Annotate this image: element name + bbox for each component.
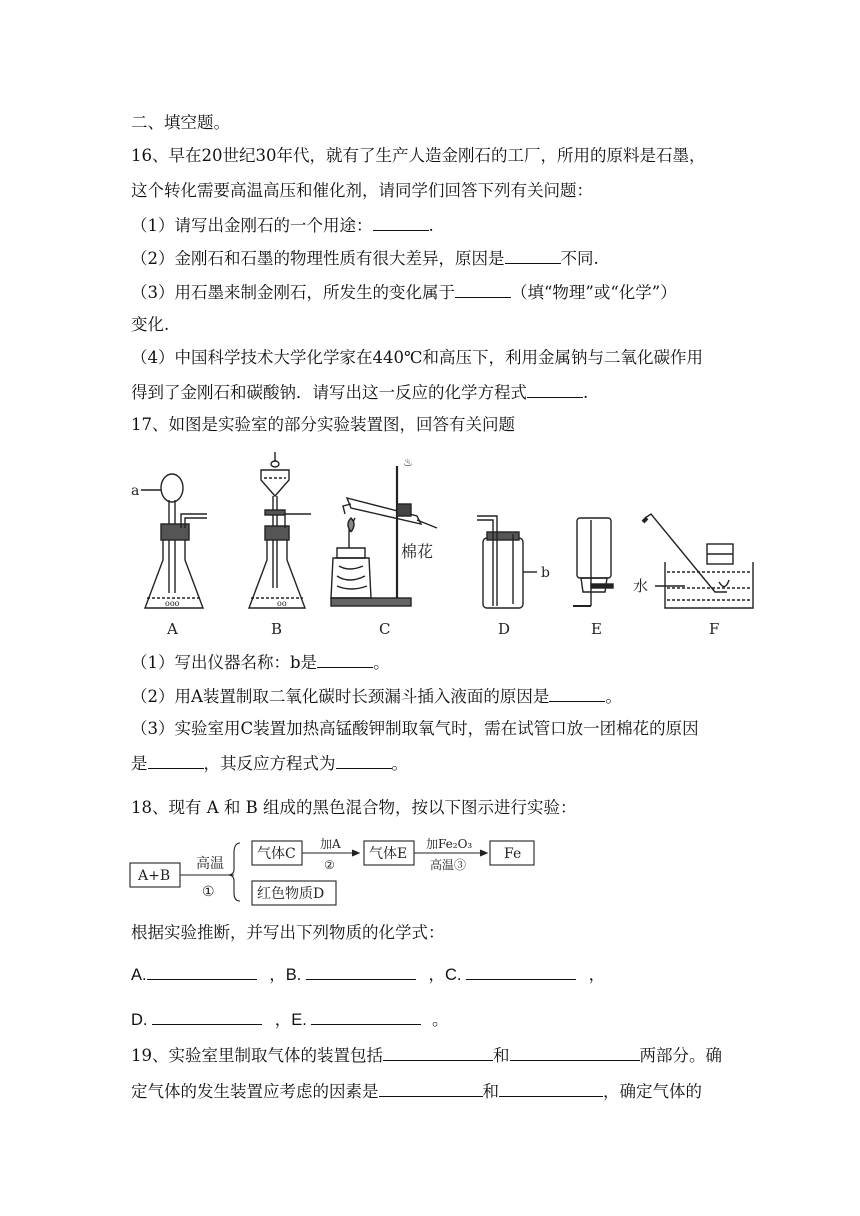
label-apparatus-e: E bbox=[591, 620, 602, 638]
svg-text:♨: ♨ bbox=[403, 456, 413, 469]
lab-apparatus-figure bbox=[125, 448, 765, 646]
answer-blank[interactable] bbox=[379, 1080, 483, 1097]
label-apparatus-a: A bbox=[167, 620, 178, 638]
q16-part3-line2: 变化. bbox=[131, 315, 170, 334]
q17-part3-end: 。 bbox=[391, 754, 408, 773]
q19-line2-text-c: ，确定气体的 bbox=[603, 1082, 702, 1101]
svg-text:ooo: ooo bbox=[165, 599, 180, 608]
q18-answer-row1 bbox=[131, 963, 605, 986]
q18-instruction: 根据实验推断，并写出下列物质的化学式： bbox=[131, 923, 445, 942]
text-cond3-bottom: 高温③ bbox=[430, 858, 467, 872]
label-apparatus-f: F bbox=[709, 620, 720, 638]
q16-part2 bbox=[131, 247, 599, 270]
apparatus-a bbox=[131, 474, 207, 608]
text-gas-e: 气体E bbox=[369, 846, 408, 862]
answer-blank[interactable] bbox=[549, 685, 605, 702]
cotton-label: 棉花 bbox=[401, 542, 434, 561]
text-cond3-top: 加Fe₂O₃ bbox=[426, 837, 473, 851]
answer-blank[interactable] bbox=[510, 1044, 640, 1061]
answer-blank[interactable] bbox=[505, 247, 561, 264]
answer-blank[interactable] bbox=[317, 651, 373, 668]
q16-part1-text: （1）请写出金刚石的一个用途： bbox=[131, 216, 373, 235]
label-apparatus-b: B bbox=[271, 620, 283, 638]
text-cond2-top: 加A bbox=[320, 837, 341, 851]
label-answer-e: ，E. bbox=[274, 1011, 307, 1029]
q19-line1-text-c: 两部分。确 bbox=[639, 1046, 722, 1065]
answer-blank[interactable] bbox=[336, 752, 392, 769]
q19-line2 bbox=[131, 1080, 702, 1103]
text-cond2-bottom: ② bbox=[324, 858, 335, 872]
label-answer-b: ，B. bbox=[269, 966, 302, 984]
q16-part4-end: . bbox=[583, 383, 589, 402]
answer-blank[interactable] bbox=[148, 752, 204, 769]
q17-part3-mid: ，其反应方程式为 bbox=[203, 754, 336, 773]
label-apparatus-d: D bbox=[498, 620, 511, 638]
answer-row2-end: 。 bbox=[431, 1011, 449, 1029]
q17-part1-end: 。 bbox=[373, 653, 390, 672]
answer-blank-e[interactable] bbox=[311, 1008, 421, 1025]
q16-part3 bbox=[131, 281, 677, 304]
label-apparatus-c: C bbox=[379, 620, 391, 638]
q16-stem-line1: 16、早在20世纪30年代，就有了生产人造金刚石的工厂，所用的原料是石墨， bbox=[131, 146, 706, 165]
q16-part4-text: 得到了金刚石和碳酸钠．请写出这一反应的化学方程式 bbox=[131, 383, 527, 402]
q19-line1 bbox=[131, 1044, 722, 1067]
answer-blank-d[interactable] bbox=[152, 1008, 262, 1025]
q16-part4-line2 bbox=[131, 381, 588, 404]
apparatus-c bbox=[331, 456, 437, 606]
q17-part2-text: （2）用A装置制取二氧化碳时长颈漏斗插入液面的原因是 bbox=[131, 687, 550, 706]
q19-line1-text-a: 19、实验室里制取气体的装置包括 bbox=[131, 1046, 383, 1065]
answer-blank-b[interactable] bbox=[306, 963, 416, 980]
label-answer-c: ，C. bbox=[428, 966, 462, 984]
apparatus-b bbox=[249, 452, 311, 608]
answer-blank[interactable] bbox=[373, 214, 429, 231]
label-answer-a: A. bbox=[131, 966, 147, 984]
apparatus-d bbox=[477, 516, 550, 608]
label-answer-d: D. bbox=[131, 1011, 148, 1029]
svg-text:oo: oo bbox=[277, 599, 287, 608]
q16-part1 bbox=[131, 214, 434, 237]
q18-flow-diagram bbox=[128, 833, 548, 911]
q19-line2-text-b: 和 bbox=[482, 1082, 499, 1101]
q17-part2 bbox=[131, 685, 622, 708]
text-red-d: 红色物质D bbox=[257, 886, 325, 902]
q18-answer-row2 bbox=[131, 1008, 448, 1031]
q18-stem: 18、现有 A 和 B 组成的黑色混合物，按以下图示进行实验： bbox=[131, 798, 577, 817]
q19-line1-text-b: 和 bbox=[493, 1046, 510, 1065]
answer-blank[interactable] bbox=[527, 381, 583, 398]
label-b: b bbox=[541, 565, 550, 581]
answer-blank[interactable] bbox=[455, 281, 511, 298]
apparatus-e bbox=[573, 518, 613, 606]
q17-part1-text: （1）写出仪器名称：b是 bbox=[131, 653, 318, 672]
q17-part3-line2 bbox=[131, 752, 408, 775]
answer-blank[interactable] bbox=[383, 1044, 493, 1061]
q17-part3-text: 是 bbox=[131, 754, 148, 773]
q17-part3-line1: （3）实验室用C装置加热高锰酸钾制取氧气时，需在试管口放一团棉花的原因 bbox=[131, 719, 699, 738]
q16-part3-end: （填“物理”或“化学”） bbox=[511, 283, 677, 302]
q16-part3-text: （3）用石墨来制金刚石，所发生的变化属于 bbox=[131, 283, 455, 302]
q17-part2-end: 。 bbox=[605, 687, 622, 706]
q17-part1 bbox=[131, 651, 390, 674]
q19-line2-text-a: 定气体的发生装置应考虑的因素是 bbox=[131, 1082, 379, 1101]
water-label: 水 bbox=[633, 577, 649, 595]
answer-blank-c[interactable] bbox=[466, 963, 576, 980]
section-title: 二、填空题。 bbox=[131, 113, 230, 132]
q17-stem: 17、如图是实验室的部分实验装置图，回答有关问题 bbox=[131, 415, 515, 434]
q16-part2-text: （2）金刚石和石墨的物理性质有很大差异，原因是 bbox=[131, 249, 505, 268]
apparatus-f bbox=[633, 514, 753, 608]
text-cond1-top: 高温 bbox=[196, 856, 224, 872]
q16-part4-line1: （4）中国科学技术大学化学家在440℃和高压下，利用金属钠与二氧化碳作用 bbox=[131, 348, 703, 367]
text-gas-c: 气体C bbox=[257, 846, 296, 862]
answer-blank-a[interactable] bbox=[147, 963, 257, 980]
answer-row1-end: ， bbox=[588, 966, 606, 984]
text-a-plus-b: A+B bbox=[138, 868, 171, 884]
label-a: a bbox=[131, 483, 140, 499]
q16-part2-end: 不同. bbox=[560, 249, 599, 268]
text-cond1-bottom: ① bbox=[202, 884, 215, 900]
answer-blank[interactable] bbox=[499, 1080, 603, 1097]
q16-stem-line2: 这个转化需要高温高压和催化剂，请同学们回答下列有关问题： bbox=[131, 181, 593, 200]
text-fe: Fe bbox=[504, 846, 522, 862]
q16-part1-end: . bbox=[428, 216, 434, 235]
